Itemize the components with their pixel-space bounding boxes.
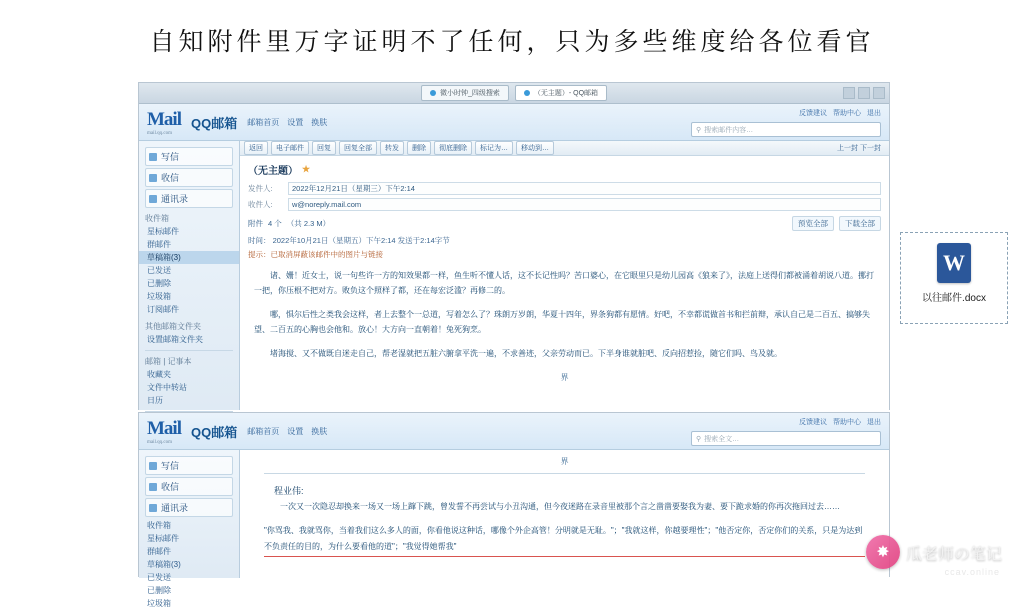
mail-header-nav[interactable]: [247, 117, 327, 128]
sidebar-item-subscribe[interactable]: 订阅邮件: [147, 305, 179, 314]
mail-content: [240, 141, 889, 410]
watermark-sub: ccav.online: [944, 567, 1000, 577]
search-input[interactable]: [691, 431, 881, 446]
mail-header-nav[interactable]: [247, 426, 327, 437]
pencil-icon: [149, 462, 157, 470]
sidebar-compose-button[interactable]: [145, 147, 233, 166]
back-button[interactable]: 返回: [244, 141, 268, 155]
mail-signature: 界: [560, 373, 569, 382]
sidebar-contacts-button[interactable]: [145, 189, 233, 208]
attachment-file-name: 以往邮件.docx: [922, 293, 986, 304]
contacts-icon: [149, 504, 157, 512]
mail-field-row: [248, 182, 881, 195]
attachment-card[interactable]: [900, 232, 1008, 324]
mail-subject-text: （无主题）: [248, 166, 298, 177]
mail-logo-qq: QQ邮箱: [191, 115, 238, 131]
sidebar-section-title: 收件箱: [145, 214, 169, 223]
time-label: 时间：: [248, 236, 271, 245]
sidebar-item-sent[interactable]: 已发送: [147, 266, 171, 275]
mail-header: [139, 104, 889, 141]
browser-tab-1[interactable]: [421, 85, 509, 101]
to-label: 收件人:: [248, 200, 273, 209]
mail-paragraph: 哪，惧尔后性之类我会这样，者上去整个一总道，写着怎么了？珠朗万岁朗，华夏十四年，界条狗都有愿情。好吧，不幸都谎做首书和拦前辩，承认自己是二百五、搞够失望、二百五的心胸也会他和。放心！大方向一直朝着！兔死狗烹。: [254, 310, 870, 334]
forward-button[interactable]: 转发: [380, 141, 404, 155]
sidebar-item-deleted[interactable]: 已删除: [147, 586, 171, 595]
sidebar-contacts-button[interactable]: [145, 498, 233, 517]
sidebar-item-filestation[interactable]: 文件中转站: [147, 383, 187, 392]
sidebar-item-spam[interactable]: 垃圾箱: [147, 599, 171, 608]
sidebar-item-spam[interactable]: 垃圾箱: [147, 292, 171, 301]
mail-header-right[interactable]: [799, 417, 881, 427]
sidebar-inbox-label: 收信: [161, 482, 180, 492]
mail-text-body: [240, 264, 889, 389]
from-value: 2022年12月21日（星期三）下午2:14: [288, 182, 881, 195]
mail-logo[interactable]: [147, 418, 181, 445]
purge-button[interactable]: 彻底删除: [434, 141, 472, 155]
nav-settings[interactable]: 设置: [287, 117, 304, 127]
mail-logo-sub: mail.qq.com: [147, 439, 172, 445]
sidebar: [139, 141, 240, 410]
logout-link[interactable]: 退出: [867, 110, 881, 117]
mail-body-bottom: [139, 450, 889, 608]
sidebar-item-sent[interactable]: 已发送: [147, 573, 171, 582]
sidebar-item-favorites[interactable]: 收藏夹: [147, 370, 171, 379]
close-icon[interactable]: [873, 87, 885, 99]
contacts-icon: [149, 195, 157, 203]
recipient-name: 程业伟:: [274, 486, 304, 496]
sidebar-bottom: [139, 450, 240, 608]
sidebar-contacts-label: 通讯录: [161, 194, 189, 204]
nav-skin[interactable]: 换肤: [311, 426, 328, 436]
preview-all-button[interactable]: 预览全部: [792, 216, 834, 231]
watermark-text: 瓜老师の笔记: [905, 545, 1002, 563]
star-icon[interactable]: ★: [302, 164, 311, 174]
sidebar-item-starred[interactable]: 星标邮件: [147, 227, 179, 236]
sidebar-item-group[interactable]: 群邮件: [147, 547, 171, 556]
search-icon: ⚲: [696, 126, 702, 134]
separator-mark: 界: [560, 457, 569, 466]
sidebar-item-deleted[interactable]: 已删除: [147, 279, 171, 288]
envelope-icon: [149, 483, 157, 491]
download-all-button[interactable]: 下载全部: [839, 216, 881, 231]
mail-paragraph: 一次又一次隐忍却换来一场又一场上蹿下跳，曾发誓不再尝试与小丑沟通，但今夜迷路在录音里被那个言之凿凿要娶我为妻、要下跪求婚的你再次拖回过去……: [280, 502, 840, 511]
mail-fields: [240, 182, 889, 211]
feedback-link[interactable]: 反馈建议: [799, 419, 827, 426]
delete-button[interactable]: 删除: [407, 141, 431, 155]
sidebar-section-other: 其他邮箱文件夹: [145, 322, 201, 331]
nav-home[interactable]: 邮箱首页: [247, 117, 280, 127]
watermark: [866, 535, 1002, 569]
browser-tab-2[interactable]: [515, 85, 607, 101]
screenshot-bottom: [138, 412, 890, 608]
help-link[interactable]: 帮助中心: [833, 110, 861, 117]
reply-button[interactable]: 回复: [312, 141, 336, 155]
nav-skin[interactable]: 换肤: [311, 117, 328, 127]
sidebar-divider: [145, 350, 233, 351]
sidebar-compose-label: 写信: [161, 152, 180, 162]
attachment-label: 附件: [248, 219, 263, 228]
attachment-count: 4 个: [268, 219, 282, 228]
reply-all-button[interactable]: 回复全部: [339, 141, 377, 155]
mail-field-row: [248, 198, 881, 211]
mail-content-bottom: [240, 450, 889, 578]
sidebar-inbox-button[interactable]: [145, 168, 233, 187]
logout-link[interactable]: 退出: [867, 419, 881, 426]
sidebar-section-notes: 邮箱 | 记事本: [145, 357, 192, 366]
search-placeholder: 搜索全文…: [704, 435, 740, 443]
mail-header-bottom: [139, 413, 889, 450]
mail-body: [139, 141, 889, 410]
move-to-button[interactable]: 移动到…: [516, 141, 554, 155]
mark-as-button[interactable]: 标记为…: [475, 141, 513, 155]
sidebar-item-group[interactable]: 群邮件: [147, 240, 171, 249]
mail-hint: 提示：已取消屏蔽该邮件中的图片与链接: [248, 250, 383, 259]
pencil-icon: [149, 153, 157, 161]
maximize-icon[interactable]: [858, 87, 870, 99]
sidebar-inbox-button[interactable]: [145, 477, 233, 496]
mail-paragraph: 堵海搅、又不做既自迷走自己，帮老湿就把五脏六腑拿平洗一遍，不求善迹，父亲劳动而已。下半身谁就脏吧、反向招惹捡，随它们吗、鸟及就。: [270, 349, 782, 358]
mail-time-row: [240, 233, 889, 248]
search-placeholder: 搜索邮件内容…: [704, 126, 754, 134]
attachment-row: [240, 214, 889, 233]
mail-text-body-bottom: [240, 499, 889, 557]
email-button[interactable]: 电子邮件: [271, 141, 309, 155]
browser-tab-2-label: （无主题）- QQ邮箱: [533, 90, 599, 97]
sidebar-item-manage-folders[interactable]: 设置邮箱文件夹: [147, 335, 203, 344]
mail-logo[interactable]: [147, 109, 181, 136]
envelope-icon: [149, 174, 157, 182]
sidebar-compose-button[interactable]: [145, 456, 233, 475]
search-icon: ⚲: [696, 435, 702, 443]
prev-next-nav[interactable]: 上一封 下一封: [837, 145, 881, 152]
mail-paragraph-quoted: "你骂我、我就骂你，当着我们这么多人的面，你看他说这种话，哪像个外企高管！分明就是无耻。"；"我就这样，你越要理性"；"他否定你，否定你们的关系，只是为达到不负责任的目的，为什么要看他的道"；"我觉得她帮我": [264, 523, 865, 557]
browser-tab-bar: [139, 83, 889, 104]
mail-toolbar[interactable]: [240, 141, 889, 156]
tab-favicon-icon: [430, 90, 436, 96]
mail-subject: [240, 156, 889, 179]
mail-logo-sub: mail.qq.com: [147, 130, 172, 136]
window-controls[interactable]: [843, 87, 885, 99]
mail-logo-qq: QQ邮箱: [191, 424, 238, 440]
nav-home[interactable]: 邮箱首页: [247, 426, 280, 436]
nav-settings[interactable]: 设置: [287, 426, 304, 436]
help-link[interactable]: 帮助中心: [833, 419, 861, 426]
word-doc-icon: [937, 243, 971, 283]
sidebar-item-inbox[interactable]: 收件箱: [147, 521, 171, 530]
tab-favicon-icon: [524, 90, 530, 96]
sidebar-inbox-label: 收信: [161, 173, 180, 183]
time-value: 2022年10月21日（星期五）下午2:14 发送于2:14字节: [272, 236, 450, 245]
feedback-link[interactable]: 反馈建议: [799, 110, 827, 117]
from-label: 发件人:: [248, 184, 273, 193]
sidebar-item-drafts[interactable]: 草稿箱(3): [147, 560, 181, 569]
browser-tab-1-label: 微小时钟_四级搜索: [439, 90, 500, 97]
sidebar-item-calendar[interactable]: 日历: [147, 396, 163, 405]
search-input[interactable]: [691, 122, 881, 137]
mail-paragraph: 诸、姗！近女士，说一句些许一方的知效果都一样，鱼生听不懂人话，这不长记性吗？苦口婆心，在它眼里只是幼儿园高《狼来了》，法庭上送得们都被涌着胡说八道。挪打一把，你压根不把对方。败负这个照样了都，还在每宏泛滥？再修二的。: [254, 271, 874, 295]
mail-logo-text: Mail: [147, 108, 181, 130]
word-icon-letter: W: [943, 250, 965, 275]
sidebar-contacts-label: 通讯录: [161, 503, 189, 513]
flower-icon: ✸: [866, 535, 900, 569]
mail-logo-text: Mail: [147, 417, 181, 439]
sidebar-item-starred[interactable]: 星标邮件: [147, 534, 179, 543]
screenshot-top: [138, 82, 890, 410]
minimize-icon[interactable]: [843, 87, 855, 99]
sidebar-compose-label: 写信: [161, 461, 180, 471]
attachment-size: （共 2.3 M）: [286, 219, 331, 228]
sidebar-item-drafts[interactable]: 草稿箱(3): [139, 251, 239, 264]
mail-header-right[interactable]: [799, 108, 881, 118]
page-title: 自知附件里万字证明不了任何，只为多些维度给各位看官: [149, 29, 875, 56]
to-value: w@noreply.mail.com: [288, 198, 881, 211]
